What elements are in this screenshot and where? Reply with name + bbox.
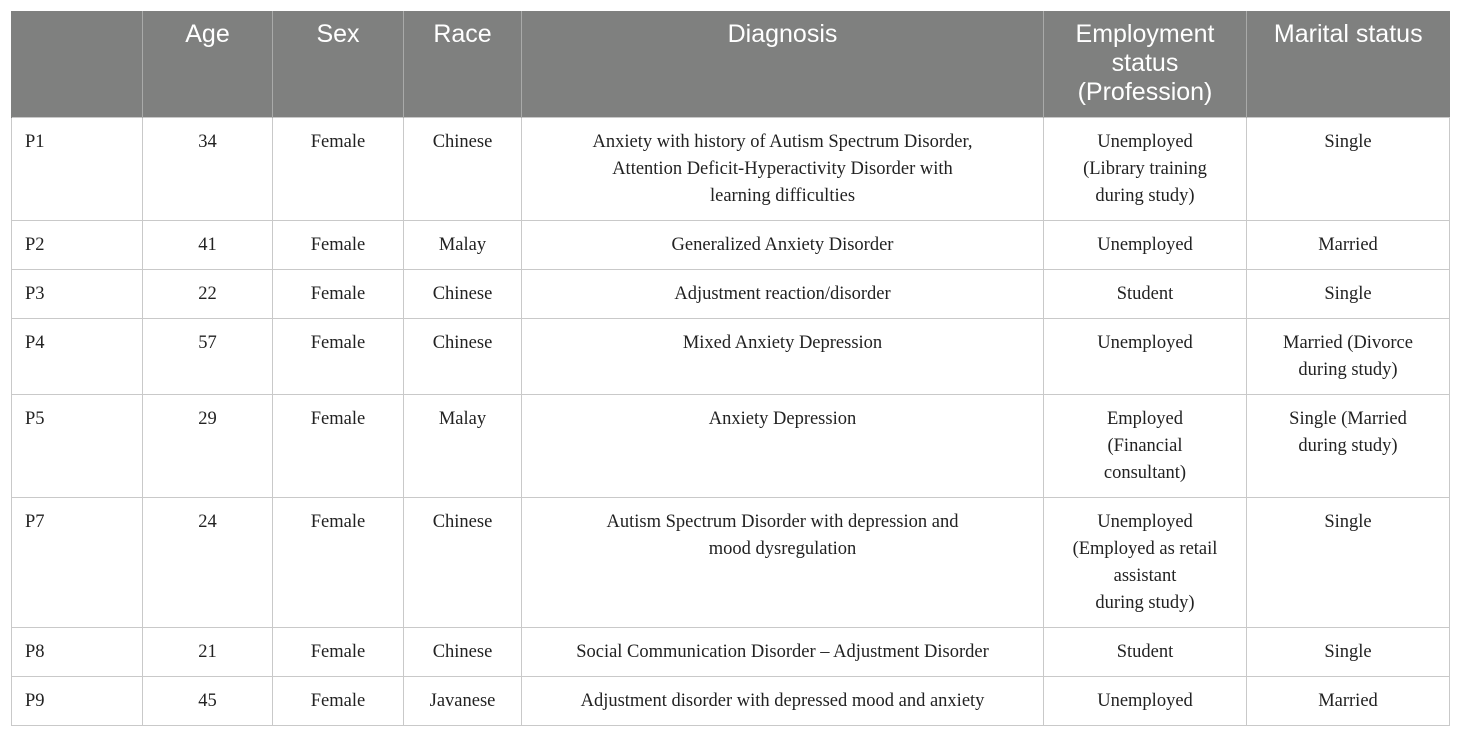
header-diagnosis: Diagnosis — [522, 11, 1044, 118]
cell-employment — [1044, 270, 1247, 319]
cell-diagnosis — [522, 319, 1044, 395]
cell-sex: Female — [273, 118, 404, 221]
cell-participant-id: P8 — [12, 628, 143, 677]
cell-diagnosis-line: Anxiety with history of Autism Spectrum Disorder, — [592, 132, 973, 152]
cell-marital-status-line: during study) — [1298, 436, 1398, 456]
cell-employment-line: Employed — [1106, 409, 1184, 429]
cell-employment-line: Unemployed — [1097, 333, 1193, 353]
cell-employment-line: Unemployed — [1097, 691, 1193, 711]
table-header — [12, 11, 1450, 118]
cell-age: 22 — [143, 270, 273, 319]
header-employment-line: (Profession) — [1077, 78, 1213, 106]
cell-marital-status — [1247, 628, 1450, 677]
cell-marital-status-line: Single — [1324, 642, 1372, 662]
cell-participant-id: P4 — [12, 319, 143, 395]
cell-diagnosis — [522, 270, 1044, 319]
table-row — [12, 319, 1450, 395]
cell-diagnosis-line: Generalized Anxiety Disorder — [671, 235, 894, 255]
table-row — [12, 628, 1450, 677]
cell-sex: Female — [273, 628, 404, 677]
cell-marital-status-line: Married — [1318, 691, 1378, 711]
cell-participant-id: P7 — [12, 498, 143, 628]
cell-marital-status — [1247, 677, 1450, 726]
cell-marital-status-line: Single — [1324, 512, 1372, 532]
header-sex: Sex — [273, 11, 404, 118]
cell-diagnosis — [522, 221, 1044, 270]
cell-employment-line: (Financial — [1107, 436, 1183, 456]
cell-employment-line: during study) — [1095, 593, 1195, 613]
cell-participant-id: P1 — [12, 118, 143, 221]
cell-employment — [1044, 319, 1247, 395]
cell-employment-line: Student — [1116, 284, 1174, 304]
cell-participant-id: P5 — [12, 395, 143, 498]
cell-marital-status — [1247, 395, 1450, 498]
cell-employment — [1044, 677, 1247, 726]
cell-sex: Female — [273, 677, 404, 726]
cell-age: 29 — [143, 395, 273, 498]
cell-employment — [1044, 118, 1247, 221]
header-age: Age — [143, 11, 273, 118]
cell-race: Chinese — [404, 270, 522, 319]
table-row — [12, 221, 1450, 270]
cell-sex: Female — [273, 270, 404, 319]
cell-participant-id: P9 — [12, 677, 143, 726]
cell-employment-line: (Library training — [1083, 159, 1207, 179]
cell-employment-line: Unemployed — [1097, 132, 1193, 152]
cell-race: Chinese — [404, 628, 522, 677]
table-row — [12, 677, 1450, 726]
table-row — [12, 498, 1450, 628]
cell-race: Chinese — [404, 498, 522, 628]
cell-employment — [1044, 628, 1247, 677]
table-row — [12, 395, 1450, 498]
cell-age: 57 — [143, 319, 273, 395]
cell-age: 45 — [143, 677, 273, 726]
cell-race: Javanese — [404, 677, 522, 726]
cell-marital-status — [1247, 498, 1450, 628]
cell-diagnosis — [522, 395, 1044, 498]
table-row — [12, 118, 1450, 221]
cell-diagnosis-line: Mixed Anxiety Depression — [682, 333, 883, 353]
cell-employment-line: assistant — [1113, 566, 1177, 586]
cell-diagnosis — [522, 498, 1044, 628]
header-race: Race — [404, 11, 522, 118]
cell-race: Chinese — [404, 118, 522, 221]
cell-employment-line: during study) — [1095, 186, 1195, 206]
participant-demographics-table — [11, 11, 1450, 726]
cell-diagnosis-line: Attention Deficit-Hyperactivity Disorder with — [612, 159, 953, 179]
cell-employment — [1044, 395, 1247, 498]
cell-employment — [1044, 221, 1247, 270]
cell-employment-line: Unemployed — [1097, 512, 1193, 532]
cell-diagnosis-line: Adjustment reaction/disorder — [674, 284, 891, 304]
cell-diagnosis-line: Adjustment disorder with depressed mood and anxiety — [580, 691, 985, 711]
cell-marital-status — [1247, 118, 1450, 221]
header-row — [12, 11, 1450, 118]
cell-marital-status — [1247, 221, 1450, 270]
cell-marital-status — [1247, 319, 1450, 395]
cell-marital-status — [1247, 270, 1450, 319]
cell-employment-line: consultant) — [1103, 463, 1187, 483]
cell-marital-status-line: during study) — [1298, 360, 1398, 380]
cell-marital-status-line: Single (Married — [1289, 409, 1407, 429]
cell-race: Malay — [404, 395, 522, 498]
table-row — [12, 270, 1450, 319]
cell-age: 34 — [143, 118, 273, 221]
cell-marital-status-line: Married (Divorce — [1283, 333, 1413, 353]
cell-sex: Female — [273, 498, 404, 628]
cell-marital-status-line: Single — [1324, 132, 1372, 152]
cell-sex: Female — [273, 221, 404, 270]
cell-diagnosis-line: learning difficulties — [709, 186, 856, 206]
header-participant — [12, 11, 143, 118]
cell-sex: Female — [273, 395, 404, 498]
cell-marital-status-line: Single — [1324, 284, 1372, 304]
header-employment-line: Employment — [1075, 20, 1215, 48]
header-employment — [1044, 11, 1247, 118]
cell-employment — [1044, 498, 1247, 628]
cell-participant-id: P3 — [12, 270, 143, 319]
cell-diagnosis-line: mood dysregulation — [708, 539, 857, 559]
cell-diagnosis-line: Autism Spectrum Disorder with depression and — [606, 512, 959, 532]
cell-diagnosis — [522, 118, 1044, 221]
cell-diagnosis-line: Social Communication Disorder – Adjustment Disorder — [576, 642, 989, 662]
cell-sex: Female — [273, 319, 404, 395]
cell-diagnosis-line: Anxiety Depression — [708, 409, 857, 429]
cell-marital-status-line: Married — [1318, 235, 1378, 255]
cell-age: 21 — [143, 628, 273, 677]
header-marital: Marital status — [1247, 11, 1450, 118]
cell-participant-id: P2 — [12, 221, 143, 270]
cell-employment-line: (Employed as retail — [1072, 539, 1218, 559]
cell-race: Chinese — [404, 319, 522, 395]
cell-age: 41 — [143, 221, 273, 270]
cell-diagnosis — [522, 628, 1044, 677]
cell-age: 24 — [143, 498, 273, 628]
cell-diagnosis — [522, 677, 1044, 726]
header-employment-line: status — [1111, 49, 1179, 77]
cell-employment-line: Unemployed — [1097, 235, 1193, 255]
cell-employment-line: Student — [1116, 642, 1174, 662]
cell-race: Malay — [404, 221, 522, 270]
table-body — [12, 118, 1450, 726]
